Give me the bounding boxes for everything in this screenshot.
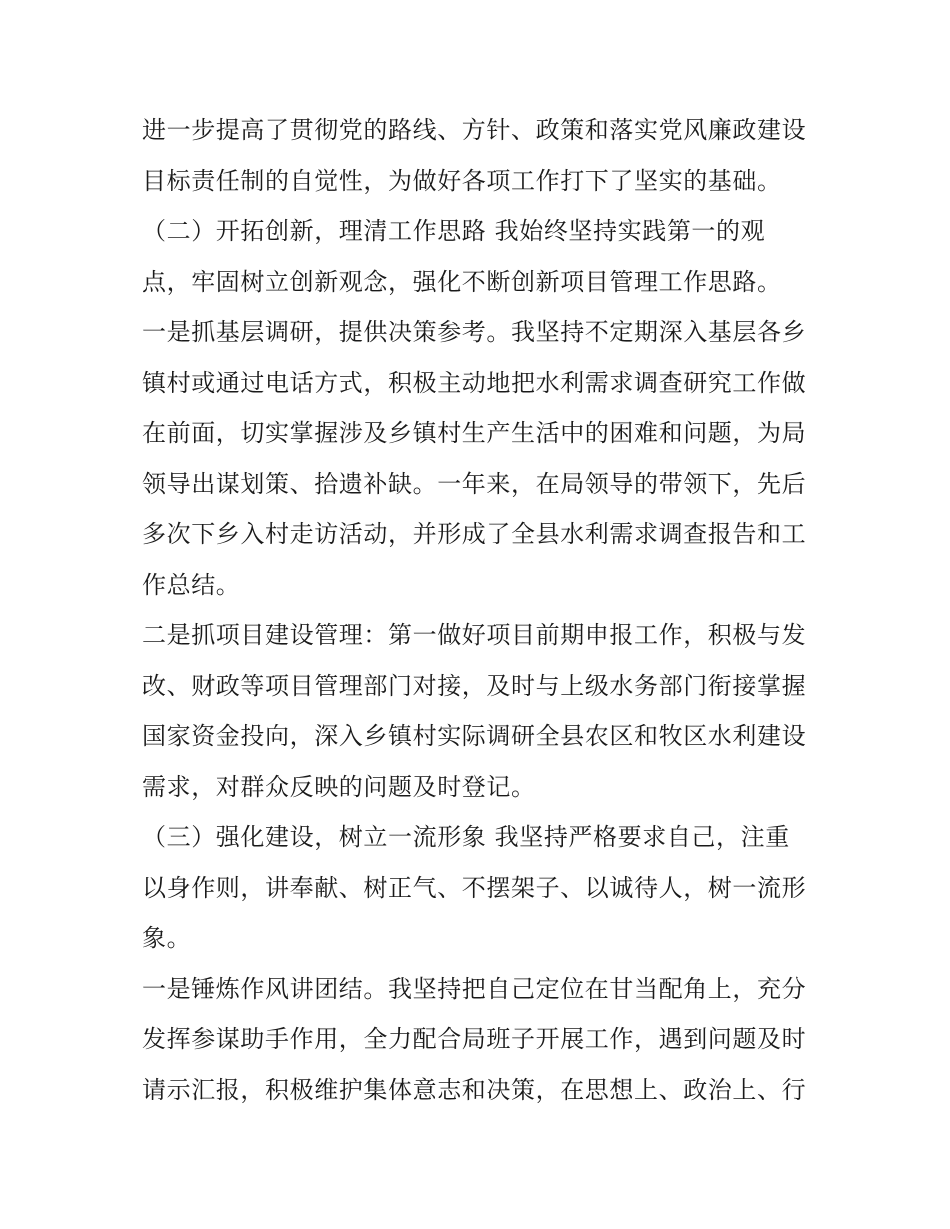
text-line: 二是抓项目建设管理：第一做好项目前期申报工作，积极与发	[142, 621, 807, 649]
text-line: 改、财政等项目管理部门对接，及时与上级水务部门衔接掌握	[142, 671, 807, 700]
text-line: 作总结。	[142, 570, 241, 599]
text-line: 在前面，切实掌握涉及乡镇村生产生活中的困难和问题，为局	[142, 419, 807, 447]
text-line: 领导出谋划策、拾遗补缺。一年来，在局领导的带领下，先后	[142, 469, 807, 498]
text-line: 多次下乡入村走访活动，并形成了全县水利需求调查报告和工	[142, 520, 807, 548]
text-line: 目标责任制的自觉性，为做好各项工作打下了坚实的基础。	[142, 166, 782, 195]
document-body	[142, 105, 822, 1115]
text-line: 需求，对群众反映的问题及时登记。	[142, 772, 536, 801]
section-heading-line: （二）开拓创新，理清工作思路 我始终坚持实践第一的观	[142, 217, 766, 245]
text-line: 一是锤炼作风讲团结。我坚持把自己定位在甘当配角上，充分	[142, 974, 807, 1003]
text-line: 请示汇报，积极维护集体意志和决策，在思想上、政治上、行	[142, 1075, 807, 1104]
text-line: 国家资金投向，深入乡镇村实际调研全县农区和牧区水利建设	[142, 722, 807, 750]
text-line: 一是抓基层调研，提供决策参考。我坚持不定期深入基层各乡	[142, 318, 807, 346]
text-line: 象。	[142, 924, 192, 952]
text-line: 点，牢固树立创新观念，强化不断创新项目管理工作思路。	[142, 267, 782, 296]
section-heading-line: （三）强化建设，树立一流形象 我坚持严格要求自己，注重	[142, 823, 790, 851]
text-line: 以身作则，讲奉献、树正气、不摆架子、以诚待人，树一流形	[142, 873, 807, 902]
text-line: 进一步提高了贯彻党的路线、方针、政策和落实党风廉政建设	[142, 116, 807, 144]
text-line: 镇村或通过电话方式，积极主动地把水利需求调查研究工作做	[142, 368, 807, 397]
text-line: 发挥参谋助手作用，全力配合局班子开展工作，遇到问题及时	[142, 1025, 807, 1053]
